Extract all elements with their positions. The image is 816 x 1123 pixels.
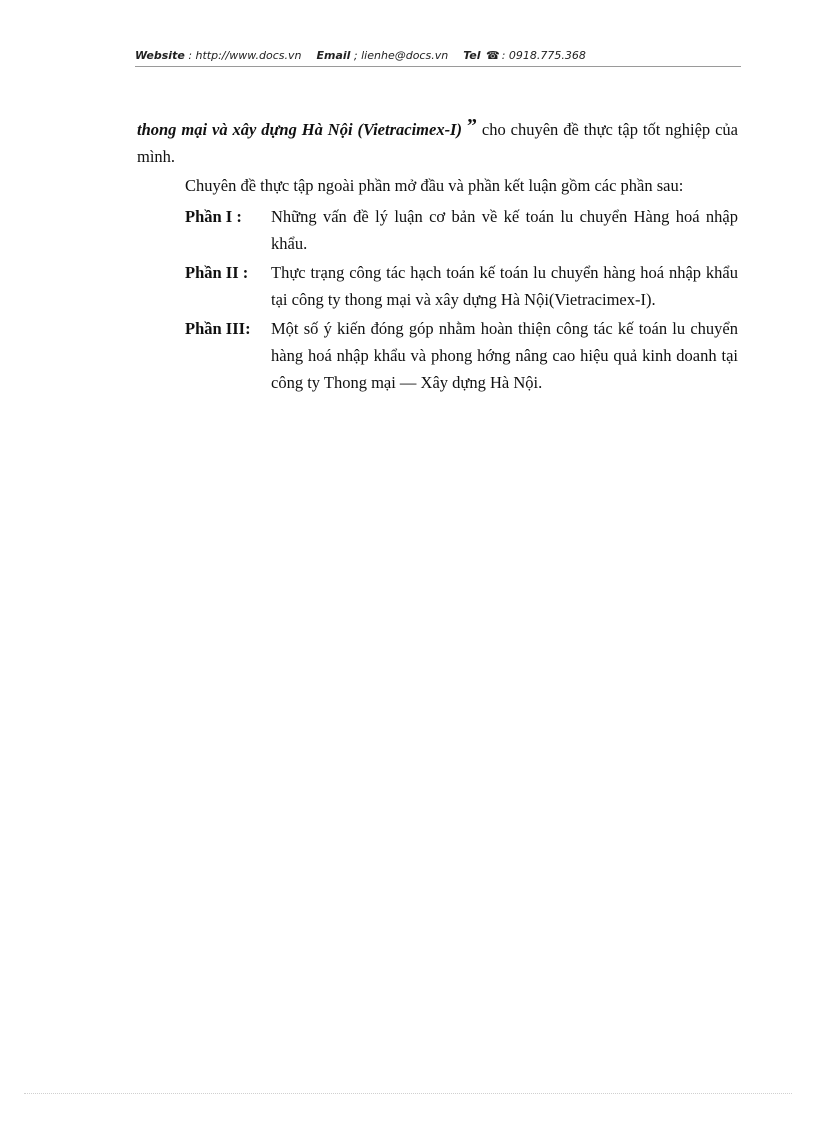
phone-icon: ☎ (486, 49, 500, 62)
part-text: Thực trạng công tác hạch toán kế toán lu chuyển hàng hoá nhập khẩu tại công ty thong mại và xây dựng Hà Nội(Vietracimex-I). (271, 263, 738, 309)
structure-paragraph: Chuyên đề thực tập ngoài phần mở đầu và phần kết luận gồm các phần sau: (185, 176, 684, 195)
website-link[interactable]: : http://www.docs.vn (188, 49, 302, 62)
tel-label: Tel (463, 49, 481, 62)
intro-rest-text: cho chuyên đề thực tập tốt nghiệp của mình. (137, 120, 739, 166)
footer-divider (24, 1093, 792, 1094)
part-text: Một số ý kiến đóng góp nhằm hoàn thiện công tác kế toán lu chuyển hàng hoá nhập khẩu và phong hớng nâng cao hiệu quả kinh doanh tại công ty Thong mại — Xây dựng Hà Nội. (271, 319, 738, 392)
part-label: Phần II : (185, 263, 249, 282)
header-divider (135, 66, 741, 67)
email-label: Email (316, 49, 351, 62)
part-item-1 (185, 203, 738, 257)
part-text: Những vấn đề lý luận cơ bản về kế toán lu chuyển Hàng hoá nhập khẩu. (271, 207, 738, 253)
part-item-3 (185, 315, 738, 396)
part-label: Phần I : (185, 207, 242, 226)
document-body (137, 116, 738, 398)
tel-number: : 0918.775.368 (501, 49, 586, 62)
closing-quote: ” (466, 115, 477, 137)
website-label: Website (135, 49, 185, 62)
email-link[interactable]: ; lienhe@docs.vn (353, 49, 449, 62)
page-header (135, 48, 741, 66)
intro-paragraph (137, 116, 738, 170)
part-item-2 (185, 259, 738, 313)
intro-company-title: thong mại và xây dựng Hà Nội (Vietracimex-I) (137, 120, 462, 139)
parts-list (137, 203, 738, 396)
part-label: Phần III: (185, 319, 251, 338)
